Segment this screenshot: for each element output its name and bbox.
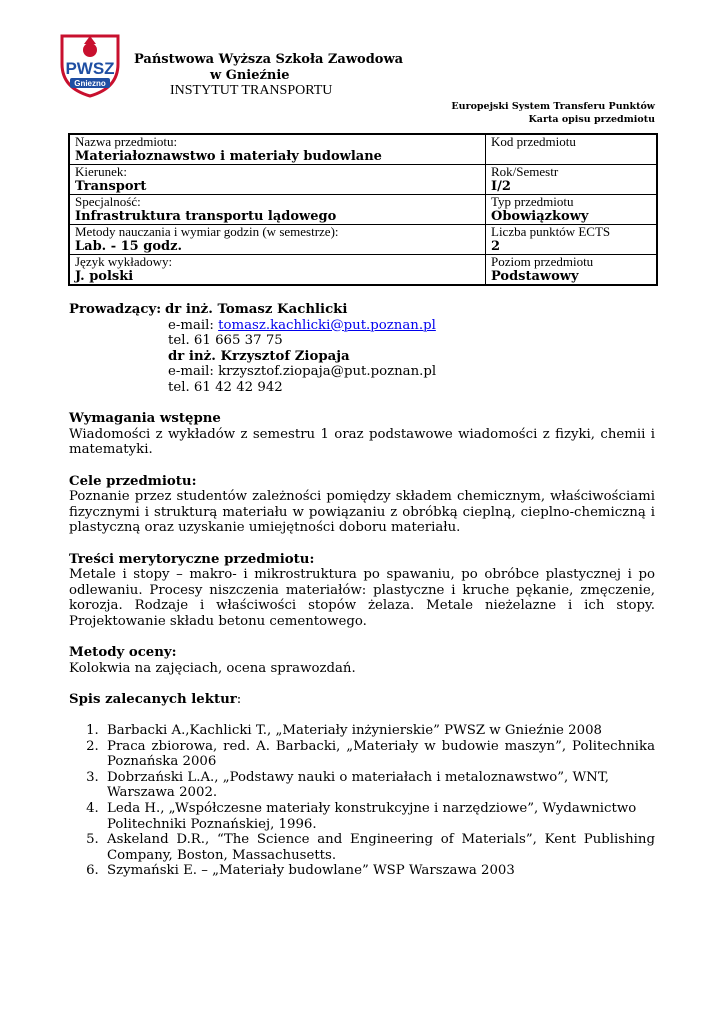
literature-list bbox=[69, 723, 655, 879]
table-cell bbox=[486, 225, 658, 255]
institution-name: Państwowa Wyższa Szkoła Zawodowa bbox=[134, 52, 404, 67]
table-row bbox=[69, 195, 657, 225]
lecturer2-name: dr inż. Krzysztof Ziopaja bbox=[168, 348, 350, 364]
prerequisites-text: Wiadomości z wykładów z semestru 1 oraz podstawowe wiadomości z fizyki, chemii i matematyki. bbox=[69, 426, 655, 458]
list-item: 3. Dobrzański L.A., „Podstawy nauki o materiałach i metaloznawstwo”, WNT, Warszawa 2002. bbox=[103, 770, 655, 801]
logo-city: Gniezno bbox=[74, 79, 106, 88]
literature-heading-row bbox=[69, 692, 655, 708]
literature-colon: : bbox=[236, 691, 242, 707]
table-cell bbox=[69, 134, 486, 165]
table-cell bbox=[486, 255, 658, 286]
email-prefix: e-mail: bbox=[168, 317, 219, 333]
field-value: Infrastruktura transportu lądowego bbox=[75, 209, 337, 224]
table-cell bbox=[486, 195, 658, 225]
lecturer2-email: e-mail: krzysztof.ziopaja@put.poznan.pl bbox=[168, 364, 437, 380]
field-value: I/2 bbox=[491, 179, 511, 194]
list-item: 6. Szymański E. – „Materiały budowlane” WSP Warszawa 2003 bbox=[103, 863, 655, 879]
table-cell bbox=[486, 134, 658, 165]
table-row bbox=[69, 165, 657, 195]
ects-header bbox=[451, 100, 655, 126]
goals-heading: Cele przedmiotu: bbox=[69, 473, 197, 489]
lecturer-row bbox=[69, 302, 655, 318]
table-cell bbox=[69, 195, 486, 225]
assessment-text: Kolokwia na zajęciach, ocena sprawozdań. bbox=[69, 660, 356, 676]
list-item: 5. Askeland D.R., “The Science and Engineering of Materials”, Kent Publishing Company, Boston, Massachusetts. bbox=[103, 832, 655, 863]
pwsz-logo bbox=[56, 30, 124, 98]
field-label: Metody nauczania i wymiar godzin (w semestrze): bbox=[75, 224, 339, 239]
field-value: 2 bbox=[491, 239, 501, 254]
field-label: Język wykładowy: bbox=[75, 254, 173, 269]
course-description bbox=[69, 302, 655, 879]
lecturers-label: Prowadzący: bbox=[69, 302, 162, 317]
field-label: Poziom przedmiotu bbox=[491, 254, 594, 269]
field-value: Transport bbox=[75, 179, 147, 194]
card-title: Karta opisu przedmiotu bbox=[528, 114, 655, 125]
list-item: 1. Barbacki A.,Kachlicki T., „Materiały inżynierskie” PWSZ w Gnieźnie 2008 bbox=[103, 723, 655, 739]
field-label: Rok/Semestr bbox=[491, 164, 559, 179]
field-value: Lab. - 15 godz. bbox=[75, 239, 183, 254]
field-label: Liczba punktów ECTS bbox=[491, 224, 611, 239]
lecturer1-email-link[interactable]: tomasz.kachlicki@put.poznan.pl bbox=[218, 317, 436, 333]
contents-heading: Treści merytoryczne przedmiotu: bbox=[69, 551, 315, 567]
logo-text: PWSZ bbox=[65, 59, 115, 78]
eagle-icon bbox=[83, 43, 97, 57]
field-label: Kod przedmiotu bbox=[491, 134, 576, 149]
table-row bbox=[69, 225, 657, 255]
field-value: J. polski bbox=[75, 269, 134, 284]
lecturer1-name: dr inż. Tomasz Kachlicki bbox=[165, 302, 348, 317]
field-label: Typ przedmiotu bbox=[491, 194, 574, 209]
table-cell bbox=[486, 165, 658, 195]
lecturer2-phone: tel. 61 42 42 942 bbox=[168, 379, 283, 395]
table-cell bbox=[69, 165, 486, 195]
institute-name: INSTYTUT TRANSPORTU bbox=[170, 83, 333, 98]
field-value: Materiałoznawstwo i materiały budowlane bbox=[75, 149, 382, 164]
list-item: 2. Praca zbiorowa, red. A. Barbacki, „Materiały w budowie maszyn”, Politechnika Poznańska 2006 bbox=[103, 739, 655, 770]
lecturer1-email bbox=[69, 318, 655, 334]
course-info-table bbox=[68, 133, 658, 286]
field-label: Kierunek: bbox=[75, 164, 127, 179]
ects-title: Europejski System Transferu Punktów bbox=[451, 101, 655, 112]
literature-heading: Spis zalecanych lektur bbox=[69, 691, 237, 707]
table-row bbox=[69, 255, 657, 286]
lecturer1-phone: tel. 61 665 37 75 bbox=[168, 333, 283, 349]
field-label: Specjalność: bbox=[75, 194, 141, 209]
table-cell bbox=[69, 255, 486, 286]
list-item: 4. Leda H., „Współczesne materiały konstrukcyjne i narzędziowe”, Wydawnictwo Politechniki Poznańskiej, 1996. bbox=[103, 801, 655, 832]
table-cell bbox=[69, 225, 486, 255]
field-value: Obowiązkowy bbox=[491, 209, 589, 224]
institution-city: w Gnieźnie bbox=[210, 68, 290, 83]
assessment-heading: Metody oceny: bbox=[69, 645, 177, 661]
prerequisites-heading: Wymagania wstępne bbox=[69, 411, 221, 427]
table-row bbox=[69, 134, 657, 165]
field-label: Nazwa przedmiotu: bbox=[75, 134, 178, 149]
field-value: Podstawowy bbox=[491, 269, 579, 284]
contents-text: Metale i stopy – makro- i mikrostruktura po spawaniu, po obróbce plastycznej i po odlewaniu. Procesy niszczenia materiałów: plastyczne i kruche pękanie, zmęczenie, korozja. Rodzaje i właściwości stopów żelaza. Metale nieżelazne i ich stopy. Projektowanie składu betonu cementowego. bbox=[69, 567, 655, 629]
goals-text: Poznanie przez studentów zależności pomiędzy składem chemicznym, właściwościami fizycznymi i strukturą materiału w powiązaniu z obróbką cieplną, cieplno-chemiczną i plastyczną oraz uzyskanie umiejętności doboru materiału. bbox=[69, 489, 655, 536]
